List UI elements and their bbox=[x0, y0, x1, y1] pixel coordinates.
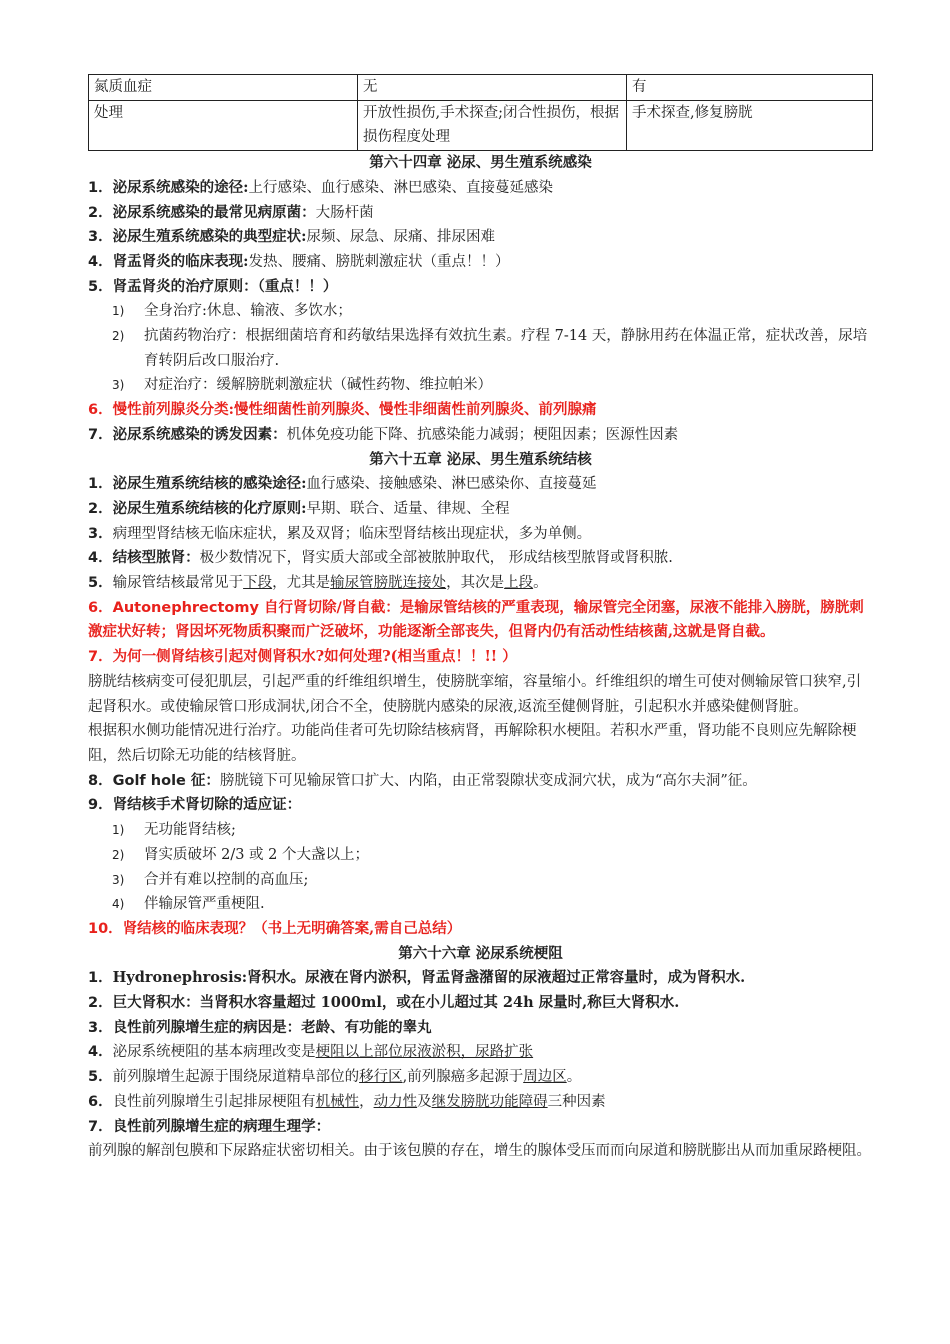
list-item-highlight: 6．Autonephrectomy 自行肾切除/肾自截：是输尿管结核的严重表现，输尿管完全闭塞，尿液不能排入膀胱，膀胱刺激症状好转；肾因坏死物质积聚而广泛破坏，功能逐渐全部丧失，但肾内仍有活动性结核菌,这就是肾自截。 bbox=[88, 598, 864, 641]
list-item: 2．巨大肾积水：当肾积水容量超过 1000ml，或在小儿超过其 24h 尿量时,称巨大肾积水. bbox=[88, 994, 680, 1012]
list-item-highlight: 6．慢性前列腺炎分类:慢性细菌性前列腺炎、慢性非细菌性前列腺炎、前列腺痛 bbox=[88, 401, 597, 419]
comparison-table bbox=[88, 74, 873, 151]
list-item: 1．泌尿生殖系统结核的感染途径:血行感染、接触感染、淋巴感染你、直接蔓延 bbox=[88, 475, 597, 493]
list-item: 2．泌尿生殖系统结核的化疗原则:早期、联合、适量、律规、全程 bbox=[88, 499, 510, 517]
chapter-66-title: 第六十六章 泌尿系统梗阻 bbox=[398, 944, 563, 962]
list-item: 4．肾盂肾炎的临床表现:发热、腰痛、膀胱刺激症状（重点！！） bbox=[88, 252, 510, 270]
sub-list-item: 2) 肾实质破坏 2/3 或 2 个大盏以上； bbox=[112, 846, 369, 863]
list-item: 5．肾盂肾炎的治疗原则：（重点！！） bbox=[88, 277, 338, 295]
sub-list-item: 4) 伴输尿管严重梗阻. bbox=[112, 896, 265, 913]
list-item: 3．良性前列腺增生症的病因是：老龄、有功能的睾丸 bbox=[88, 1018, 432, 1036]
table-cell: 氮质血症 bbox=[89, 75, 358, 101]
list-item: 8．Golf hole 征：膀胱镜下可见输尿管口扩大、内陷，由正常裂隙状变成洞穴状，成为“高尔夫洞”征。 bbox=[88, 772, 757, 789]
table-cell: 处理 bbox=[89, 100, 358, 150]
list-item: 9．肾结核手术肾切除的适应证： bbox=[88, 796, 302, 814]
list-item: 7．泌尿系统感染的诱发因素：机体免疫功能下降、抗感染能力减弱；梗阻因素；医源性因素 bbox=[88, 425, 679, 443]
chapter-64-title: 第六十四章 泌尿、男生殖系统感染 bbox=[369, 154, 592, 172]
list-item: 2．泌尿系统感染的最常见病原菌：大肠杆菌 bbox=[88, 203, 374, 221]
sub-list-item: 3) 合并有难以控制的高血压; bbox=[112, 871, 309, 888]
list-item: 6．良性前列腺增生引起排尿梗阻有机械性，动力性及继发膀胱功能障碍三种因素 bbox=[88, 1093, 606, 1110]
list-item: 5．前列腺增生起源于围绕尿道精阜部位的移行区,前列腺癌多起源于周边区。 bbox=[88, 1069, 582, 1086]
sub-list-item: 3) 对症治疗：缓解膀胱刺激症状（碱性药物、维拉帕米） bbox=[112, 377, 492, 394]
list-item: 1．Hydronephrosis:肾积水。尿液在肾内淤积，肾盂肾盏潴留的尿液超过正常容量时，成为肾积水. bbox=[88, 969, 746, 987]
list-item: 3．泌尿生殖系统感染的典型症状:尿频、尿急、尿痛、排尿困难 bbox=[88, 228, 495, 246]
paragraph: 前列腺的解剖包膜和下尿路症状密切相关。由于该包膜的存在，增生的腺体受压而而向尿道和膀胱膨出从而加重尿路梗阻。 bbox=[88, 1143, 871, 1160]
paragraph: 膀胱结核病变可侵犯肌层，引起严重的纤维组织增生，使膀胱挛缩，容量缩小。纤维组织的增生可使对侧输尿管口狭窄,引起肾积水。或使输尿管口形成洞状,闭合不全，使膀胱内感染的尿液,返流至健侧肾脏，引起积水并感染健侧肾脏。 bbox=[88, 673, 862, 715]
paragraph: 根据积水侧功能情况进行治疗。功能尚佳者可先切除结核病肾，再解除积水梗阻。若积水严重，肾功能不良则应先解除梗阻，然后切除无功能的结核肾脏。 bbox=[88, 723, 857, 764]
sub-list-item: 1) 无功能肾结核; bbox=[112, 822, 236, 839]
document-content bbox=[88, 74, 873, 1164]
list-item: 7．良性前列腺增生症的病理生理学： bbox=[88, 1117, 331, 1135]
sub-list-item: 2) 抗菌药物治疗：根据细菌培育和药敏结果选择有效抗生素。疗程 7-14 天，静脉用药在体温正常，症状改善，尿培育转阴后改口服治疗. bbox=[112, 328, 868, 369]
list-item: 4．泌尿系统梗阻的基本病理改变是梗阻以上部位尿液淤积，尿路扩张 bbox=[88, 1044, 534, 1061]
table-cell: 手术探查,修复膀胱 bbox=[627, 100, 873, 150]
sub-list-item: 1) 全身治疗:休息、输液、多饮水； bbox=[112, 303, 352, 320]
table-cell: 无 bbox=[358, 75, 627, 101]
list-item: 3．病理型肾结核无临床症状，累及双肾；临床型肾结核出现症状，多为单侧。 bbox=[88, 525, 592, 542]
table-cell: 有 bbox=[627, 75, 873, 101]
list-item-highlight: 7．为何一侧肾结核引起对侧肾积水?如何处理?(相当重点！！!! ） bbox=[88, 648, 517, 666]
list-item-highlight: 10．肾结核的临床表现？（书上无明确答案,需自己总结） bbox=[88, 919, 462, 937]
list-item: 1．泌尿系统感染的途径:上行感染、血行感染、淋巴感染、直接蔓延感染 bbox=[88, 178, 553, 196]
table-cell: 开放性损伤,手术探查;闭合性损伤，根据损伤程度处理 bbox=[358, 100, 627, 150]
chapter-65-title: 第六十五章 泌尿、男生殖系统结核 bbox=[369, 450, 592, 468]
table-row bbox=[89, 75, 873, 101]
table-row bbox=[89, 100, 873, 150]
list-item: 4．结核型脓肾：极少数情况下，肾实质大部或全部被脓肿取代， 形成结核型脓肾或肾积脓. bbox=[88, 549, 673, 567]
list-item: 5．输尿管结核最常见于下段，尤其是输尿管膀胱连接处，其次是上段。 bbox=[88, 575, 548, 592]
